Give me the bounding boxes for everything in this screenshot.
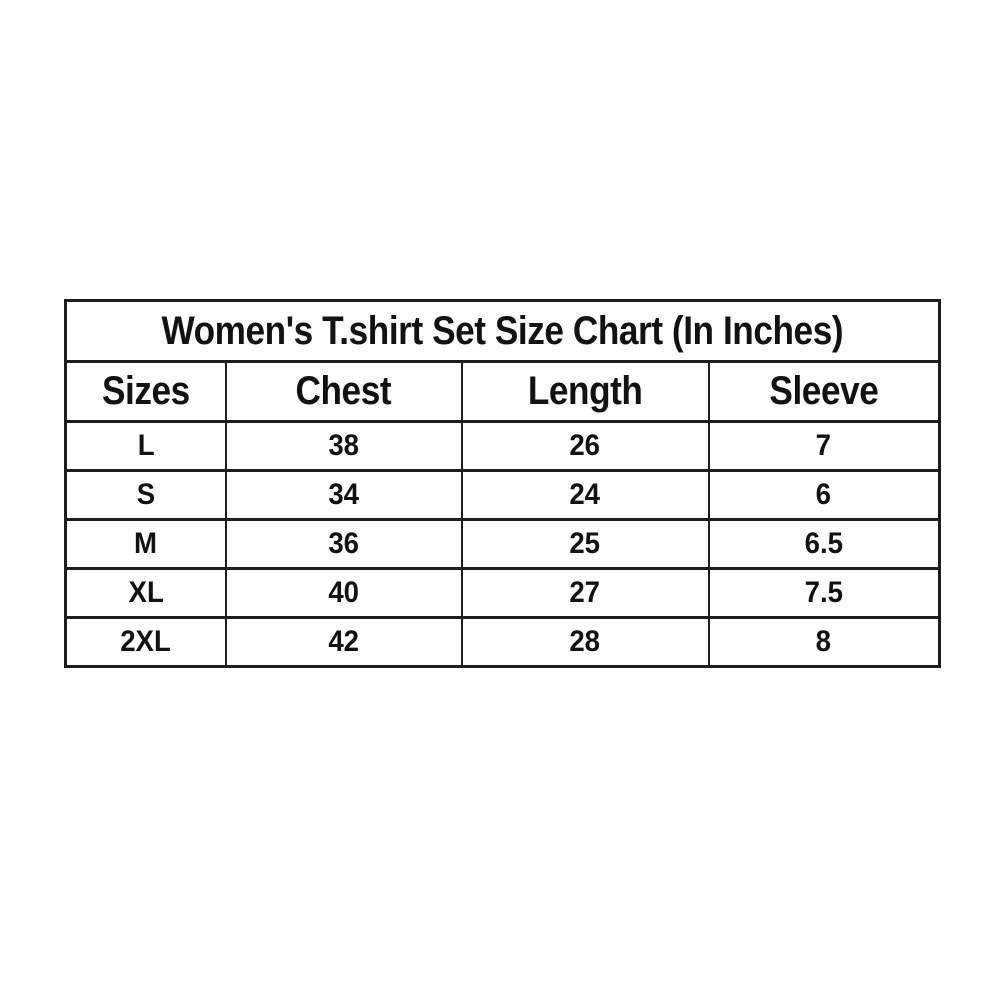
size-cell: XL <box>66 569 226 618</box>
size-chart-table <box>64 299 941 668</box>
column-header-sizes: Sizes <box>66 362 226 422</box>
chest-cell: 34 <box>226 471 462 520</box>
length-cell: 25 <box>462 520 709 569</box>
sleeve-cell: 8 <box>709 618 940 667</box>
length-cell: 27 <box>462 569 709 618</box>
sleeve-cell: 6 <box>709 471 940 520</box>
size-cell: L <box>66 422 226 471</box>
chest-cell: 38 <box>226 422 462 471</box>
size-cell: S <box>66 471 226 520</box>
column-header-chest: Chest <box>226 362 462 422</box>
table-row-xl <box>66 569 940 618</box>
sleeve-cell: 7 <box>709 422 940 471</box>
column-header-length: Length <box>462 362 709 422</box>
sleeve-cell: 6.5 <box>709 520 940 569</box>
chart-title <box>66 301 940 362</box>
table-row-m <box>66 520 940 569</box>
size-cell: 2XL <box>66 618 226 667</box>
chart-title-text: Women's T.shirt Set Size Chart (In Inches) <box>161 308 844 353</box>
length-cell: 24 <box>462 471 709 520</box>
chest-cell: 40 <box>226 569 462 618</box>
chest-cell: 42 <box>226 618 462 667</box>
size-chart-container <box>64 299 941 668</box>
table-row-s <box>66 471 940 520</box>
length-cell: 26 <box>462 422 709 471</box>
sleeve-cell: 7.5 <box>709 569 940 618</box>
table-row-l <box>66 422 940 471</box>
header-row <box>66 362 940 422</box>
column-header-sleeve: Sleeve <box>709 362 940 422</box>
length-cell: 28 <box>462 618 709 667</box>
size-cell: M <box>66 520 226 569</box>
title-row <box>66 301 940 362</box>
chest-cell: 36 <box>226 520 462 569</box>
table-row-2xl <box>66 618 940 667</box>
